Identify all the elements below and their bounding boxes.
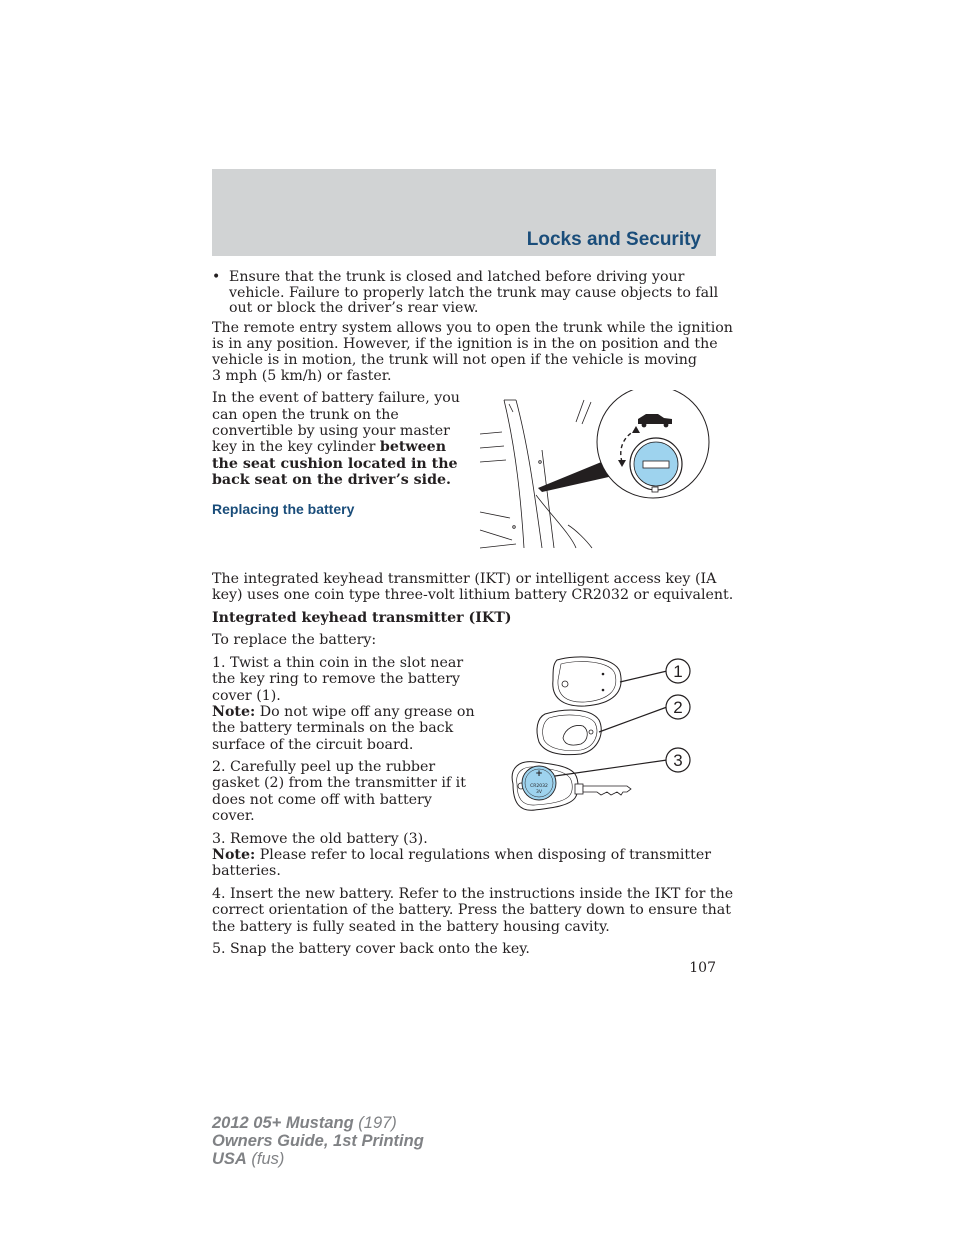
paragraph-line: key) uses one coin type three-volt lithium battery CR2032 or equivalent. (212, 587, 734, 603)
section-title: Locks and Security (526, 229, 701, 250)
note-label: Note: (212, 704, 256, 720)
note-line: the battery terminals on the back (212, 720, 454, 736)
footer-market: USA (212, 1150, 247, 1168)
step-line: 4. Insert the new battery. Refer to the instructions inside the IKT for the (212, 886, 734, 902)
step-line: 5. Snap the battery cover back onto the key. (212, 941, 530, 957)
bullet-line: vehicle. Failure to properly latch the trunk may cause objects to fall (229, 285, 719, 301)
rubber-gasket (537, 710, 601, 755)
footer-model: 2012 05+ Mustang (212, 1114, 354, 1132)
ikt-intro: To replace the battery: (212, 632, 377, 648)
step-line: 3. Remove the old battery (3). (212, 831, 428, 847)
key-battery-figure (505, 652, 695, 827)
callout-number: 3 (673, 751, 683, 770)
callout-number: 2 (673, 698, 683, 717)
paragraph-line: is in any position. However, if the ignition is in the on position and the (212, 336, 718, 352)
step-line: correct orientation of the battery. Press the battery down to ensure that (212, 902, 731, 918)
bullet-line: Ensure that the trunk is closed and latched before driving your (229, 269, 685, 285)
page-number: 107 (689, 960, 716, 976)
paragraph-line-bold: the seat cushion located in the (212, 456, 458, 472)
step-line: cover (1). (212, 688, 281, 704)
battery-plus-sign: + (535, 769, 543, 779)
step-line: the key ring to remove the battery (212, 671, 461, 687)
footer-market-code: (fus) (246, 1150, 285, 1168)
paragraph-line: The remote entry system allows you to open the trunk while the ignition (212, 320, 733, 336)
step-line: the battery is fully seated in the battery housing cavity. (212, 919, 610, 935)
footer-guide: Owners Guide, 1st Printing (212, 1132, 424, 1150)
battery-voltage-label: 3V (536, 790, 542, 795)
note-line (212, 847, 711, 863)
step-line: 2. Carefully peel up the rubber (212, 759, 436, 775)
footer-line (212, 1132, 424, 1150)
paragraph-line-bold: back seat on the driver’s side. (212, 472, 451, 488)
plain-text: key in the key cylinder (212, 439, 380, 455)
section-header-band (212, 169, 716, 256)
bullet-line: out or block the driver’s rear view. (229, 300, 479, 316)
note-text: Please refer to local regulations when disposing of transmitter (255, 847, 712, 863)
trunk-lock-figure (476, 390, 716, 550)
paragraph-line: The integrated keyhead transmitter (IKT) or intelligent access key (IA (212, 571, 717, 587)
paragraph-line: vehicle is in motion, the trunk will not open if the vehicle is moving (212, 352, 697, 368)
paragraph-line: can open the trunk on the (212, 407, 399, 423)
document-footer (212, 1114, 424, 1168)
battery-cover (553, 657, 621, 706)
battery-model-label: CR2032 (530, 784, 548, 789)
bold-text: between (379, 439, 447, 455)
ikt-heading: Integrated keyhead transmitter (IKT) (212, 610, 512, 626)
step-line: 1. Twist a thin coin in the slot near (212, 655, 464, 671)
paragraph-line: 3 mph (5 km/h) or faster. (212, 368, 392, 384)
paragraph-line: convertible by using your master (212, 423, 450, 439)
paragraph-line (212, 439, 446, 455)
step-line: gasket (2) from the transmitter if it (212, 775, 466, 791)
footer-line (212, 1150, 424, 1168)
section-heading: Replacing the battery (212, 501, 355, 517)
footer-code: (197) (353, 1114, 397, 1132)
step-line: does not come off with battery (212, 792, 432, 808)
bullet-marker: • (212, 269, 221, 285)
note-line: batteries. (212, 863, 281, 879)
step-line: cover. (212, 808, 255, 824)
note-text: Do not wipe off any grease on (255, 704, 475, 720)
note-line: surface of the circuit board. (212, 737, 414, 753)
coin-battery-icon (522, 766, 556, 800)
paragraph-line: In the event of battery failure, you (212, 390, 460, 406)
footer-line (212, 1114, 424, 1132)
callout-number: 1 (673, 662, 683, 681)
note-line (212, 704, 475, 720)
note-label: Note: (212, 847, 256, 863)
